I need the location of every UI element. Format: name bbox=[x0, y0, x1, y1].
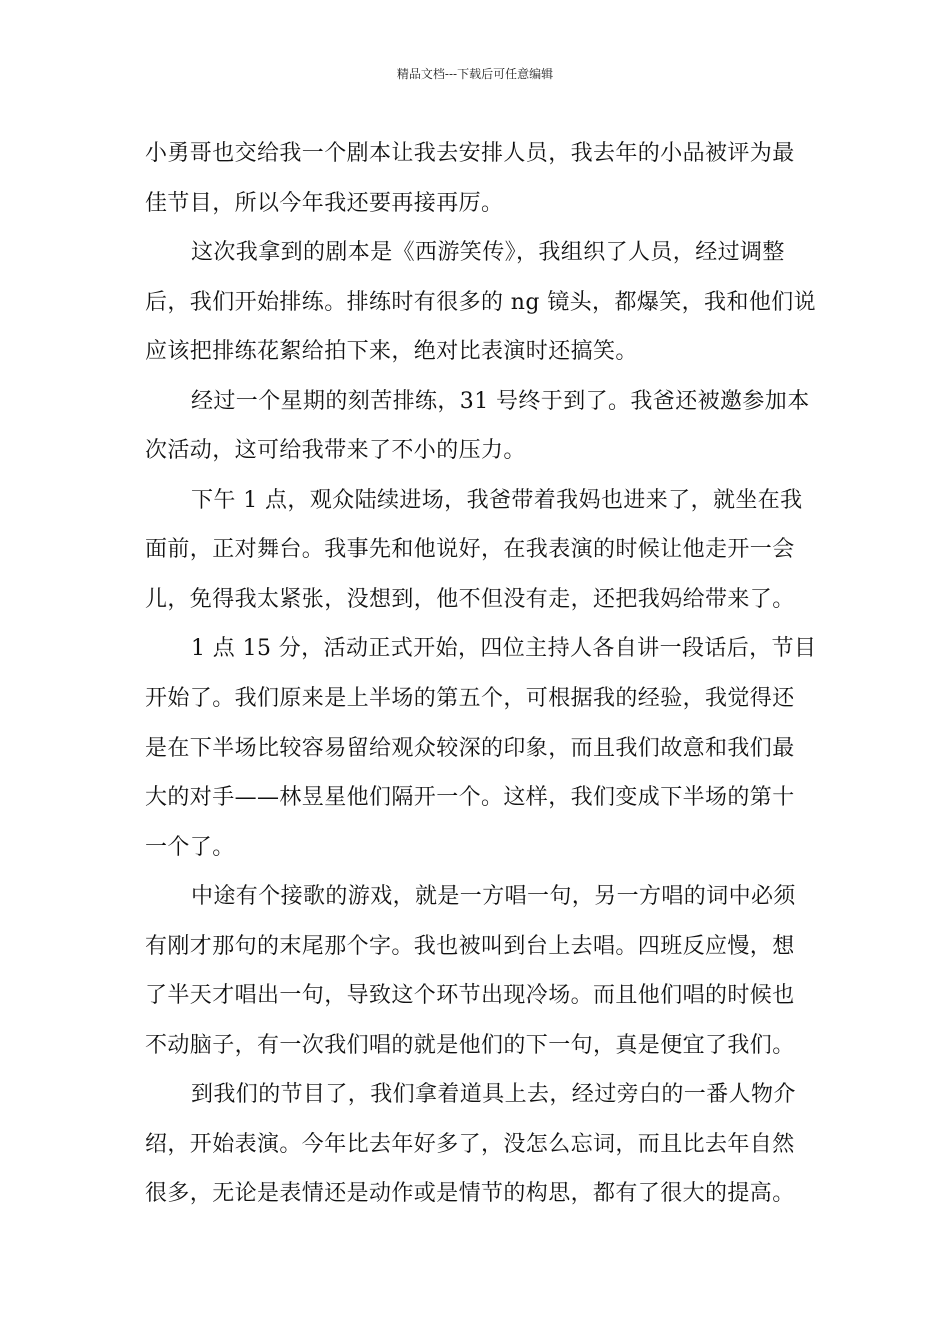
text-line: 经过一个星期的刻苦排练，31 号终于到了。我爸还被邀参加本 bbox=[191, 388, 810, 414]
text-line: 一个了。 bbox=[145, 834, 235, 860]
text-line: 是在下半场比较容易留给观众较深的印象，而且我们故意和我们最 bbox=[145, 735, 795, 761]
text-line: 很多，无论是表情还是动作或是情节的构思，都有了很大的提高。 bbox=[145, 1181, 795, 1207]
text-line: 这次我拿到的剧本是《西游笑传》，我组织了人员，经过调整 bbox=[191, 240, 785, 266]
text-line: 应该把排练花絮给拍下来，绝对比表演时还搞笑。 bbox=[145, 339, 638, 365]
text-line: 小勇哥也交给我一个剧本让我去安排人员，我去年的小品被评为最 bbox=[145, 141, 795, 166]
text-line: 到我们的节目了，我们拿着道具上去，经过旁白的一番人物介 bbox=[191, 1082, 796, 1108]
text-line: 面前，正对舞台。我事先和他说好，在我表演的时候让他走开一会 bbox=[145, 537, 795, 563]
text-line: 了半天才唱出一句，导致这个环节出现冷场。而且他们唱的时候也 bbox=[145, 983, 795, 1009]
page-header: 精品文档---下载后可任意编辑 bbox=[396, 67, 554, 81]
text-line: 大的对手——林昱星他们隔开一个。这样，我们变成下半场的第十 bbox=[145, 785, 795, 811]
text-line: 次活动，这可给我带来了不小的压力。 bbox=[145, 438, 526, 464]
text-line: 儿，免得我太紧张，没想到，他不但没有走，还把我妈给带来了。 bbox=[145, 586, 795, 612]
text-line: 有刚才那句的末尾那个字。我也被叫到台上去唱。四班反应慢，想 bbox=[145, 933, 795, 959]
text-line: 下午 1 点，观众陆续进场，我爸带着我妈也进来了，就坐在我 bbox=[191, 487, 803, 513]
document-body bbox=[145, 132, 815, 1222]
text-line: 不动脑子，有一次我们唱的就是他们的下一句，真是便宜了我们。 bbox=[145, 1032, 795, 1058]
text-line: 1 点 15 分，活动正式开始，四位主持人各自讲一段话后，节目 bbox=[191, 636, 817, 662]
text-line: 开始了。我们原来是上半场的第五个，可根据我的经验，我觉得还 bbox=[145, 686, 795, 712]
text-line: 绍，开始表演。今年比去年好多了，没怎么忘词，而且比去年自然 bbox=[145, 1131, 795, 1157]
text-line: 后，我们开始排练。排练时有很多的 ng 镜头，都爆笑，我和他们说 bbox=[145, 289, 817, 315]
text-line: 中途有个接歌的游戏，就是一方唱一句，另一方唱的词中必须 bbox=[191, 884, 796, 910]
text-line: 佳节目，所以今年我还要再接再厉。 bbox=[145, 190, 504, 216]
